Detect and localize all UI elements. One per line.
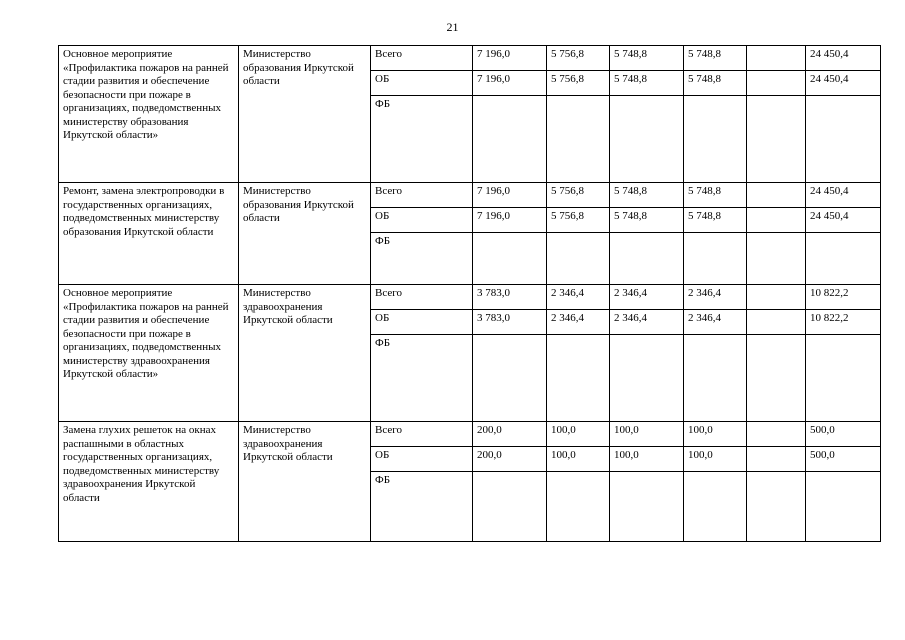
year-value-cell: 100,0 xyxy=(684,422,747,447)
event-name-cell: Основное мероприятие «Профилактика пожаров на ранней стадии развития и обеспечение безопасности при пожаре в организациях, подведомственных министерству здравоохранения Иркутской области» xyxy=(59,285,239,422)
year-value-cell xyxy=(473,472,547,542)
year-value-cell xyxy=(473,96,547,183)
year-value-cell: 100,0 xyxy=(547,447,610,472)
executor-cell: Министерство образования Иркутской области xyxy=(239,183,371,285)
funding-source-cell: ОБ xyxy=(371,310,473,335)
funding-source-cell: ФБ xyxy=(371,472,473,542)
year-value-cell: 200,0 xyxy=(473,447,547,472)
year-value-cell xyxy=(610,472,684,542)
year-value-cell xyxy=(747,285,806,310)
table-body xyxy=(59,46,881,542)
budget-table xyxy=(58,45,881,542)
table-row xyxy=(59,46,881,71)
total-value-cell: 10 822,2 xyxy=(806,310,881,335)
funding-source-cell: Всего xyxy=(371,422,473,447)
executor-cell: Министерство здравоохранения Иркутской области xyxy=(239,285,371,422)
year-value-cell: 5 756,8 xyxy=(547,208,610,233)
event-name-cell: Основное мероприятие «Профилактика пожаров на ранней стадии развития и обеспечение безопасности при пожаре в организациях, подведомственных министерству образования Иркутской области» xyxy=(59,46,239,183)
year-value-cell: 2 346,4 xyxy=(610,285,684,310)
funding-source-cell: Всего xyxy=(371,285,473,310)
total-value-cell xyxy=(806,96,881,183)
year-value-cell xyxy=(747,233,806,285)
year-value-cell: 5 756,8 xyxy=(547,183,610,208)
year-value-cell xyxy=(547,335,610,422)
total-value-cell: 24 450,4 xyxy=(806,208,881,233)
executor-cell: Министерство здравоохранения Иркутской области xyxy=(239,422,371,542)
year-value-cell: 7 196,0 xyxy=(473,208,547,233)
year-value-cell: 5 756,8 xyxy=(547,71,610,96)
funding-source-cell: ОБ xyxy=(371,208,473,233)
year-value-cell xyxy=(747,335,806,422)
event-name-cell: Ремонт, замена электропроводки в государственных организациях, подведомственных министерству образования Иркутской области xyxy=(59,183,239,285)
year-value-cell xyxy=(747,183,806,208)
year-value-cell xyxy=(547,233,610,285)
year-value-cell: 5 748,8 xyxy=(610,183,684,208)
year-value-cell xyxy=(610,233,684,285)
year-value-cell: 2 346,4 xyxy=(684,285,747,310)
year-value-cell: 7 196,0 xyxy=(473,46,547,71)
total-value-cell: 24 450,4 xyxy=(806,46,881,71)
year-value-cell xyxy=(473,233,547,285)
year-value-cell: 100,0 xyxy=(610,447,684,472)
total-value-cell: 24 450,4 xyxy=(806,183,881,208)
year-value-cell xyxy=(747,310,806,335)
funding-source-cell: ОБ xyxy=(371,71,473,96)
year-value-cell xyxy=(684,335,747,422)
year-value-cell: 5 756,8 xyxy=(547,46,610,71)
funding-source-cell: ОБ xyxy=(371,447,473,472)
year-value-cell xyxy=(684,96,747,183)
year-value-cell: 3 783,0 xyxy=(473,310,547,335)
total-value-cell: 10 822,2 xyxy=(806,285,881,310)
year-value-cell xyxy=(610,96,684,183)
year-value-cell xyxy=(747,422,806,447)
page-number: 21 xyxy=(446,20,459,34)
year-value-cell: 5 748,8 xyxy=(684,71,747,96)
event-name-cell: Замена глухих решеток на окнах распашными в областных государственных организациях, подведомственных министерству здравоохранения Иркутской области xyxy=(59,422,239,542)
year-value-cell: 100,0 xyxy=(684,447,747,472)
funding-source-cell: ФБ xyxy=(371,335,473,422)
year-value-cell xyxy=(747,71,806,96)
funding-source-cell: Всего xyxy=(371,183,473,208)
funding-source-cell: ФБ xyxy=(371,233,473,285)
funding-source-cell: ФБ xyxy=(371,96,473,183)
total-value-cell xyxy=(806,472,881,542)
total-value-cell: 500,0 xyxy=(806,422,881,447)
year-value-cell: 5 748,8 xyxy=(610,208,684,233)
funding-source-cell: Всего xyxy=(371,46,473,71)
year-value-cell: 2 346,4 xyxy=(610,310,684,335)
year-value-cell: 3 783,0 xyxy=(473,285,547,310)
table-row xyxy=(59,422,881,447)
year-value-cell xyxy=(747,472,806,542)
year-value-cell xyxy=(610,335,684,422)
year-value-cell xyxy=(547,96,610,183)
year-value-cell: 5 748,8 xyxy=(684,183,747,208)
year-value-cell: 2 346,4 xyxy=(547,285,610,310)
table-row xyxy=(59,285,881,310)
year-value-cell: 2 346,4 xyxy=(684,310,747,335)
year-value-cell: 5 748,8 xyxy=(610,71,684,96)
year-value-cell: 7 196,0 xyxy=(473,71,547,96)
total-value-cell: 500,0 xyxy=(806,447,881,472)
year-value-cell xyxy=(473,335,547,422)
year-value-cell: 7 196,0 xyxy=(473,183,547,208)
year-value-cell: 100,0 xyxy=(547,422,610,447)
year-value-cell xyxy=(747,208,806,233)
year-value-cell: 200,0 xyxy=(473,422,547,447)
year-value-cell: 5 748,8 xyxy=(684,46,747,71)
total-value-cell xyxy=(806,233,881,285)
year-value-cell xyxy=(747,447,806,472)
year-value-cell xyxy=(747,46,806,71)
total-value-cell xyxy=(806,335,881,422)
year-value-cell: 5 748,8 xyxy=(684,208,747,233)
year-value-cell xyxy=(547,472,610,542)
executor-cell: Министерство образования Иркутской области xyxy=(239,46,371,183)
total-value-cell: 24 450,4 xyxy=(806,71,881,96)
year-value-cell xyxy=(684,472,747,542)
year-value-cell: 100,0 xyxy=(610,422,684,447)
year-value-cell xyxy=(747,96,806,183)
year-value-cell xyxy=(684,233,747,285)
table-row xyxy=(59,183,881,208)
year-value-cell: 2 346,4 xyxy=(547,310,610,335)
year-value-cell: 5 748,8 xyxy=(610,46,684,71)
